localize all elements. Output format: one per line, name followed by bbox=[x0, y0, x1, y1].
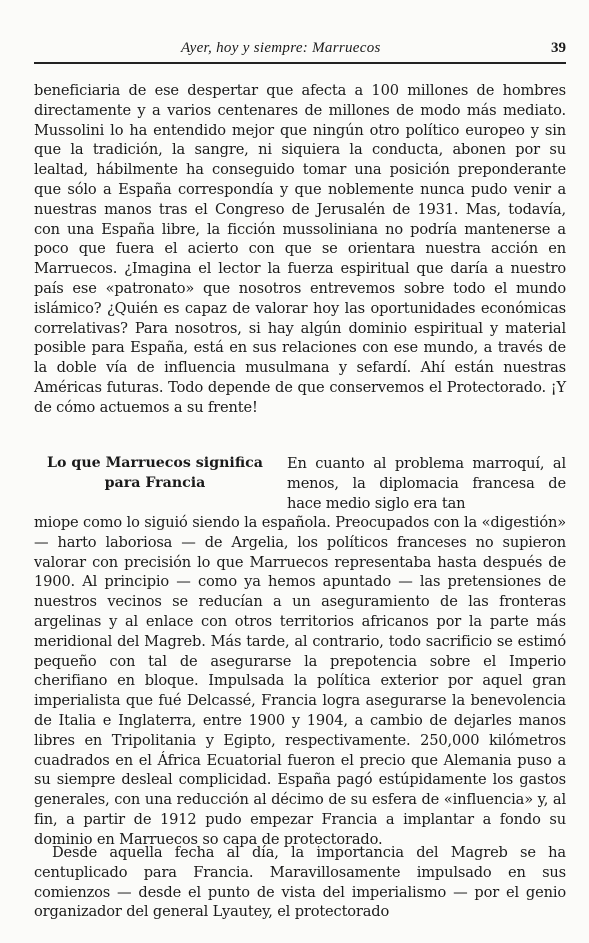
paragraph-2-side: En cuanto al problema marroquí, al menos, la diplomacia francesa de hace medio siglo era tan bbox=[287, 455, 566, 512]
section-heading: Lo que Marruecos significa para Francia bbox=[47, 455, 263, 491]
paragraph-3: Desde aquella fecha al día, la importancia del Magreb se ha centuplicado para Francia. Maravillosamente impulsado en sus comienzos — desde el punto de vista del imperialismo — por el genio organizador del general Lyautey, el protectorado bbox=[34, 844, 566, 921]
paragraph-1: beneficiaria de ese despertar que afecta a 100 millones de hombres directamente y a varios centenares de millones de modo más mediato. Mussolini lo ha entendido mejor que ningún otro político europeo y sin que la tradición, la sangre, ni siquiera la conducta, abonen por su lealtad, hábilmente ha conseguido tomar una posición preponderante que sólo a España correspondía y que noblemente nunca pudo venir a nuestras manos tras el Congreso de Jerusalén de 1931. Mas, todavía, con una España libre, la ficción mussoliniana no podría mantenerse a poco que fuera el acierto con que se orientara nuestra acción en Marruecos. ¿Imagina el lector la fuerza espiritual que daría a nuestro país ese «patronato» que nosotros entrevemos sobre todo el mundo islámico? ¿Quién es capaz de valorar hoy las oportunidades económicas correlativas? Para nosotros, si hay algún dominio espiritual y material posible para España, está en sus relaciones con ese mundo, a través de la doble vía de influencia musulmana y sefardí. Ahí están nuestras Américas futuras. Todo depende de que conservemos el Protectorado. ¡Y de cómo actuemos a su frente! bbox=[34, 82, 566, 416]
header-rule bbox=[34, 62, 566, 64]
paragraph-2-main: miope como lo siguió siendo la española. Preocupados con la «digestión» — harto laboriosa — de Argelia, los políticos franceses no supieron valorar con precisión lo que Marruecos representaba hasta después de 1900. Al principio — como ya hemos apuntado — las pretensiones de nuestros vecinos se reducían a un aseguramiento de las fronteras argelinas y al enlace con otros territorios africanos por la parte más meridional del Magreb. Más tarde, al contrario, todo sacrificio se estimó pequeño con tal de asegurarse la prepotencia sobre el Imperio cherifiano en bloque. Impulsada la política exterior por aquel gran imperialista que fué Delcassé, Francia logra asegurarse la benevolencia de Italia e Inglaterra, entre 1900 y 1904, a cambio de dejarles manos libres en Tripolitania y Egipto, respectivamente. 250,000 kilómetros cuadrados en el África Ecuatorial fueron el precio que Alemania puso a su siempre desleal complicidad. España pagó estúpidamente los gastos generales, con una reducción al décimo de su esfera de «influencia» y, al fin, a partir de 1912 pudo empezar Francia a implantar a fondo su dominio en Marruecos so capa de protectorado. bbox=[34, 514, 566, 848]
page-number: 39 bbox=[551, 40, 566, 56]
running-header bbox=[34, 40, 566, 60]
running-title: Ayer, hoy y siempre: Marruecos bbox=[181, 40, 381, 56]
